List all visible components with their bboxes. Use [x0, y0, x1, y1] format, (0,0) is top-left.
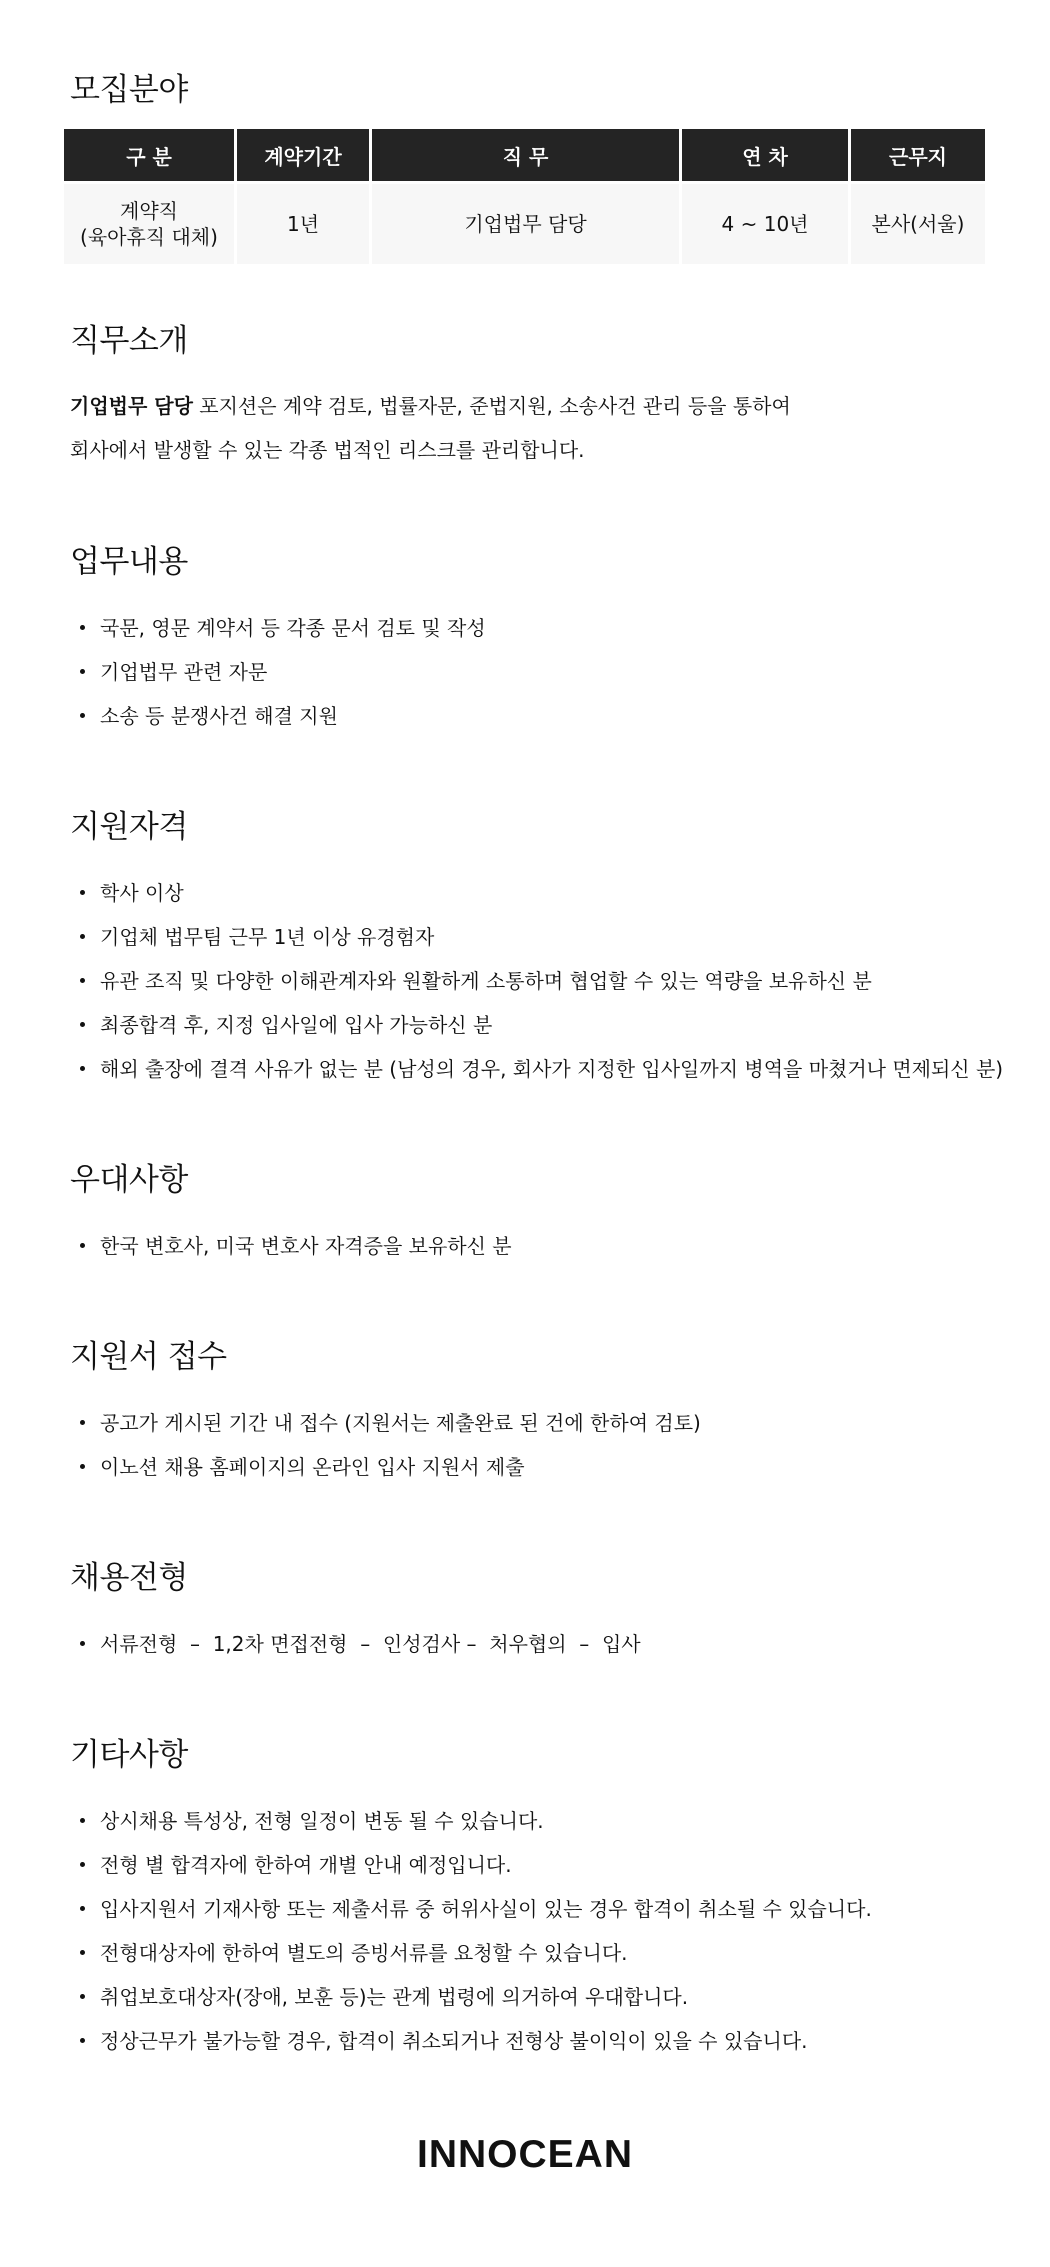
table-row [64, 184, 985, 264]
recruitment-title: 모집분야 [70, 72, 188, 108]
list-item: 유관 조직 및 다양한 이해관계자와 원활하게 소통하며 협업할 수 있는 역량을 보유하신 분 [70, 959, 1010, 1003]
bullet-dot-icon [80, 934, 85, 939]
list-item: 국문, 영문 계약서 등 각종 문서 검토 및 작성 [70, 606, 1010, 650]
cell-location: 본사(서울) [851, 184, 985, 264]
qualifications-title: 지원자격 [70, 809, 188, 845]
cell-period: 1년 [237, 184, 369, 264]
list-item: 학사 이상 [70, 871, 1010, 915]
bullet-dot-icon [80, 2038, 85, 2043]
preferred-title: 우대사항 [70, 1162, 188, 1198]
preferred-list [70, 1224, 1010, 1268]
list-item: 공고가 게시된 기간 내 접수 (지원서는 제출완료 된 건에 한하여 검토) [70, 1401, 1010, 1445]
cell-duty: 기업법무 담당 [372, 184, 679, 264]
list-item: 해외 출장에 결격 사유가 없는 분 (남성의 경우, 회사가 지정한 입사일까지 병역을 마쳤거나 면제되신 분) [70, 1047, 1010, 1091]
cell-type-line1: 계약직 [120, 199, 178, 223]
duties-list [70, 606, 1010, 738]
list-item: 취업보호대상자(장애, 보훈 등)는 관계 법령에 의거하여 우대합니다. [70, 1975, 1010, 2019]
bullet-dot-icon [80, 1906, 85, 1911]
cell-type [64, 184, 234, 264]
cell-years: 4 ~ 10년 [682, 184, 848, 264]
table-header-row [64, 129, 985, 184]
bullet-dot-icon [80, 1818, 85, 1823]
header-period: 계약기간 [237, 129, 369, 184]
list-item: 최종합격 후, 지정 입사일에 입사 가능하신 분 [70, 1003, 1010, 1047]
bullet-dot-icon [80, 1950, 85, 1955]
recruitment-table [61, 129, 988, 264]
etc-list [70, 1799, 1010, 2063]
header-duty: 직 무 [372, 129, 679, 184]
job-intro-text [70, 384, 990, 472]
list-item: 상시채용 특성상, 전형 일정이 변동 될 수 있습니다. [70, 1799, 1010, 1843]
application-title: 지원서 접수 [70, 1339, 227, 1375]
header-years: 연 차 [682, 129, 848, 184]
header-type: 구 분 [64, 129, 234, 184]
job-intro-line2: 회사에서 발생할 수 있는 각종 법적인 리스크를 관리합니다. [70, 438, 585, 462]
list-item: 전형 별 합격자에 한하여 개별 안내 예정입니다. [70, 1843, 1010, 1887]
list-item: 입사지원서 기재사항 또는 제출서류 중 허위사실이 있는 경우 합격이 취소될 수 있습니다. [70, 1887, 1010, 1931]
bullet-dot-icon [80, 713, 85, 718]
list-item: 이노션 채용 홈페이지의 온라인 입사 지원서 제출 [70, 1445, 1010, 1489]
cell-type-line2: (육아휴직 대체) [80, 225, 218, 249]
header-location: 근무지 [851, 129, 985, 184]
list-item: 전형대상자에 한하여 별도의 증빙서류를 요청할 수 있습니다. [70, 1931, 1010, 1975]
bullet-dot-icon [80, 1641, 85, 1646]
list-item: 한국 변호사, 미국 변호사 자격증을 보유하신 분 [70, 1224, 1010, 1268]
bullet-dot-icon [80, 625, 85, 630]
list-item: 기업체 법무팀 근무 1년 이상 유경험자 [70, 915, 1010, 959]
job-intro-bold: 기업법무 담당 [70, 394, 193, 418]
job-intro-title: 직무소개 [70, 323, 188, 359]
bullet-dot-icon [80, 1243, 85, 1248]
list-item: 기업법무 관련 자문 [70, 650, 1010, 694]
bullet-dot-icon [80, 1420, 85, 1425]
bullet-dot-icon [80, 1464, 85, 1469]
qualifications-list [70, 871, 1010, 1091]
bullet-dot-icon [80, 890, 85, 895]
list-item: 서류전형 – 1,2차 면접전형 – 인성검사 – 처우협의 – 입사 [70, 1622, 1010, 1666]
application-list [70, 1401, 1010, 1489]
bullet-dot-icon [80, 1994, 85, 1999]
duties-title: 업무내용 [70, 544, 188, 580]
bullet-dot-icon [80, 669, 85, 674]
job-intro-line1: 포지션은 계약 검토, 법률자문, 준법지원, 소송사건 관리 등을 통하여 [192, 394, 791, 418]
process-title: 채용전형 [70, 1560, 188, 1596]
bullet-dot-icon [80, 1862, 85, 1867]
bullet-dot-icon [80, 1022, 85, 1027]
bullet-dot-icon [80, 1066, 85, 1071]
list-item: 소송 등 분쟁사건 해결 지원 [70, 694, 1010, 738]
process-list [70, 1622, 1010, 1666]
list-item: 정상근무가 불가능할 경우, 합격이 취소되거나 전형상 불이익이 있을 수 있습니다. [70, 2019, 1010, 2063]
etc-title: 기타사항 [70, 1737, 188, 1773]
bullet-dot-icon [80, 978, 85, 983]
innocean-logo: INNOCEAN [416, 2133, 633, 2176]
